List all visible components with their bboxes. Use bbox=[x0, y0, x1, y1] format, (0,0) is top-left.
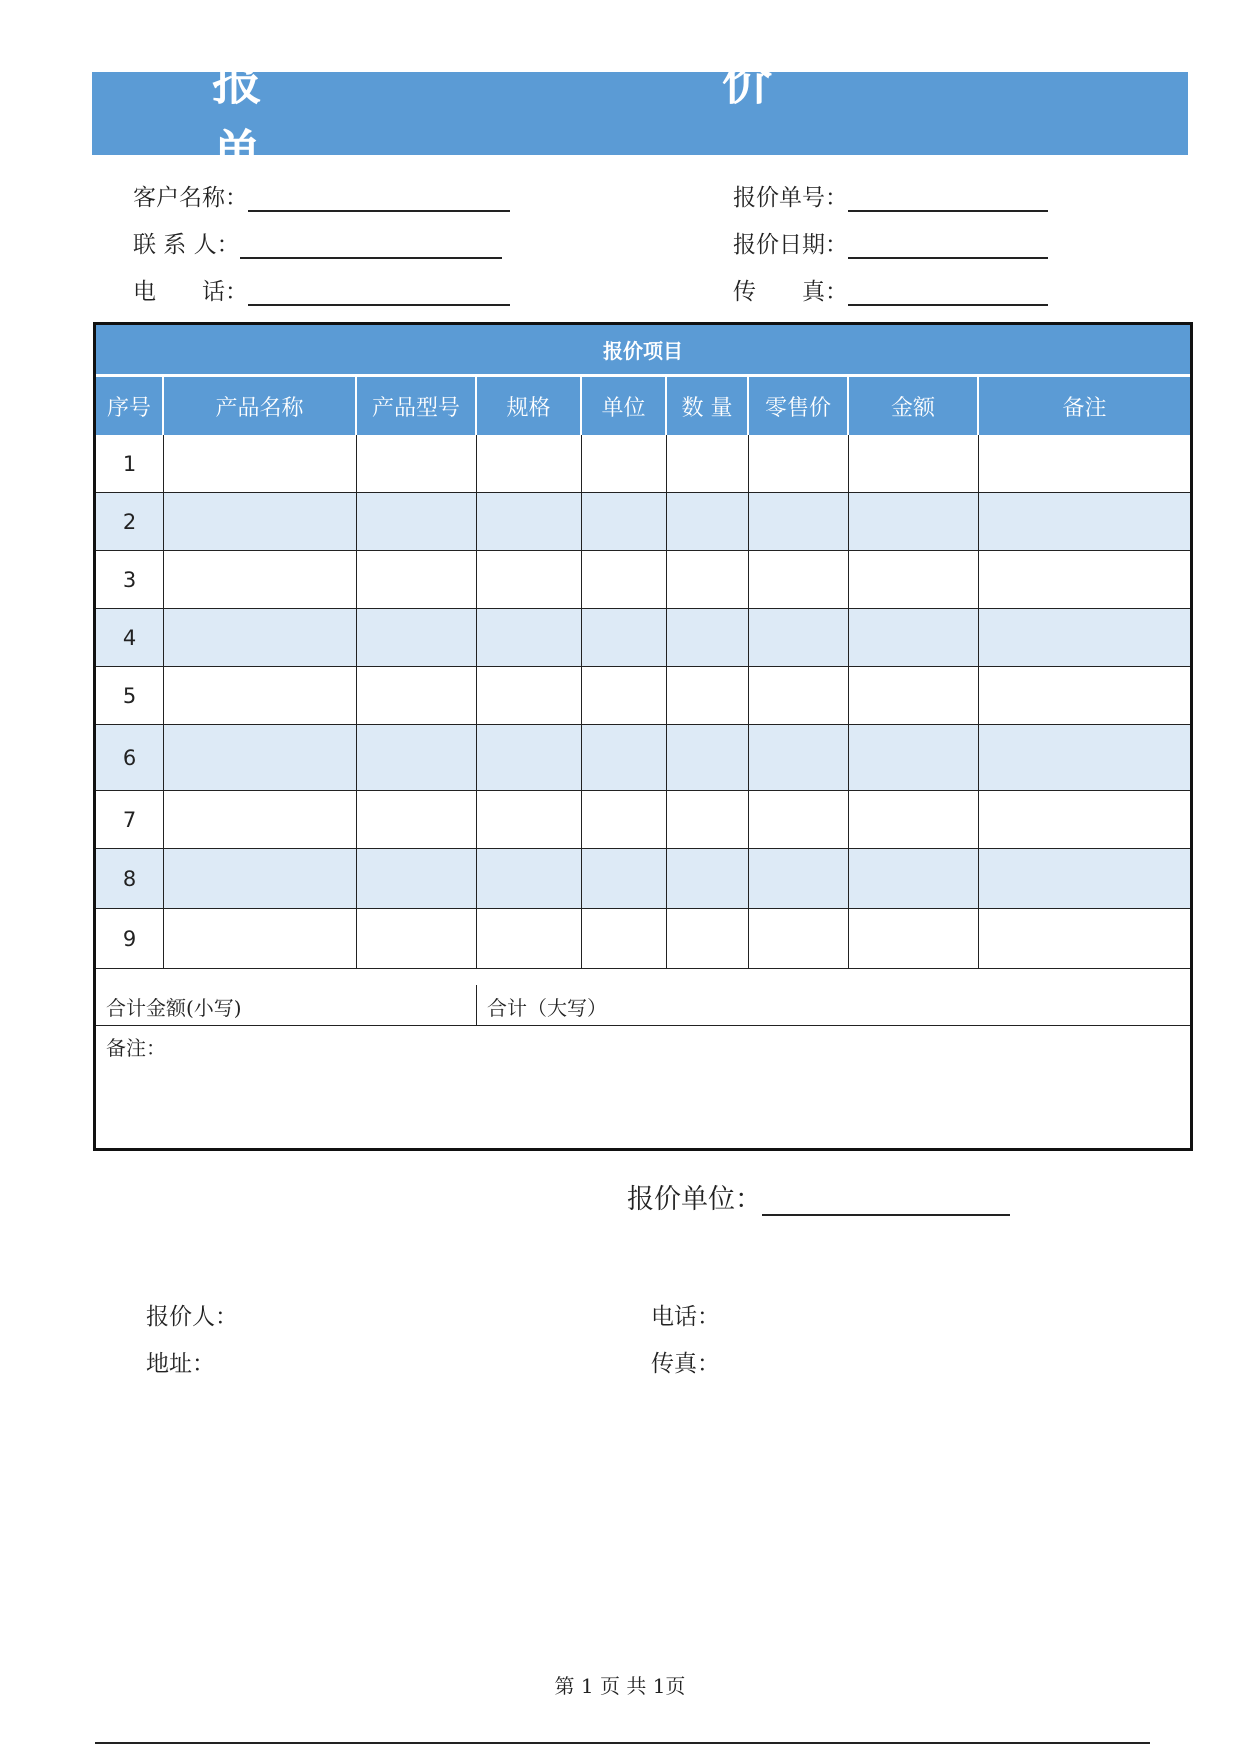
cell-unit[interactable] bbox=[582, 609, 667, 666]
row-seq-number: 7 bbox=[96, 791, 164, 848]
cell-remarks[interactable] bbox=[979, 667, 1190, 724]
total-small-label: 合计金额(小写) bbox=[106, 996, 242, 1020]
quote-number-label: 报价单号： bbox=[733, 185, 848, 211]
address-label: 地址： bbox=[146, 1351, 215, 1377]
signature-phone-label: 电话： bbox=[651, 1304, 720, 1330]
quote-date-input[interactable] bbox=[848, 233, 1048, 259]
cell-model[interactable] bbox=[357, 667, 477, 724]
cell-unit[interactable] bbox=[582, 909, 667, 968]
cell-model[interactable] bbox=[357, 791, 477, 848]
fax-label: 传 真： bbox=[733, 279, 848, 305]
cell-model[interactable] bbox=[357, 909, 477, 968]
col-header-remarks: 备注 bbox=[1062, 395, 1107, 421]
phone-label: 电 话： bbox=[133, 279, 248, 305]
column-header-row bbox=[96, 377, 1190, 435]
quoter-label: 报价人： bbox=[146, 1304, 238, 1330]
cell-quantity[interactable] bbox=[667, 791, 749, 848]
total-big-label: 合计（大写） bbox=[487, 996, 607, 1020]
quote-number-field bbox=[733, 180, 1048, 212]
cell-remarks[interactable] bbox=[979, 849, 1190, 908]
cell-unit[interactable] bbox=[582, 725, 667, 790]
customer-name-label: 客户名称： bbox=[133, 185, 248, 211]
cell-product-name[interactable] bbox=[164, 609, 357, 666]
cell-model[interactable] bbox=[357, 849, 477, 908]
cell-model[interactable] bbox=[357, 435, 477, 492]
cell-model[interactable] bbox=[357, 551, 477, 608]
col-header-quantity: 数 量 bbox=[667, 377, 749, 435]
table-row bbox=[96, 493, 1190, 551]
row-seq-number: 3 bbox=[96, 551, 164, 608]
cell-product-name[interactable] bbox=[164, 667, 357, 724]
cell-amount[interactable] bbox=[849, 667, 979, 724]
quote-unit-field bbox=[627, 1178, 1010, 1216]
cell-remarks[interactable] bbox=[979, 909, 1190, 968]
cell-retail-price[interactable] bbox=[749, 435, 849, 492]
cell-model[interactable] bbox=[357, 609, 477, 666]
remarks-label: 备注： bbox=[106, 1036, 166, 1060]
cell-remarks[interactable] bbox=[979, 551, 1190, 608]
cell-quantity[interactable] bbox=[667, 551, 749, 608]
table-row bbox=[96, 791, 1190, 849]
cell-amount[interactable] bbox=[849, 909, 979, 968]
totals-row bbox=[96, 985, 1190, 1026]
cell-unit[interactable] bbox=[582, 551, 667, 608]
col-header-amount: 金额 bbox=[849, 377, 979, 435]
quote-date-label: 报价日期： bbox=[733, 232, 848, 258]
cell-unit[interactable] bbox=[582, 435, 667, 492]
contact-label: 联 系 人： bbox=[133, 232, 240, 258]
cell-model[interactable] bbox=[357, 493, 477, 550]
cell-quantity[interactable] bbox=[667, 725, 749, 790]
cell-product-name[interactable] bbox=[164, 909, 357, 968]
quote-number-input[interactable] bbox=[848, 186, 1048, 212]
quote-date-field bbox=[733, 227, 1048, 259]
cell-remarks[interactable] bbox=[979, 725, 1190, 790]
table-row bbox=[96, 609, 1190, 667]
cell-retail-price[interactable] bbox=[749, 909, 849, 968]
cell-unit[interactable] bbox=[582, 667, 667, 724]
col-header-unit: 单位 bbox=[582, 377, 667, 435]
signature-fax-label: 传真： bbox=[651, 1351, 720, 1377]
cell-retail-price[interactable] bbox=[749, 667, 849, 724]
phone-field bbox=[133, 274, 510, 306]
cell-spec[interactable] bbox=[477, 849, 582, 908]
customer-name-input[interactable] bbox=[248, 186, 510, 212]
cell-amount[interactable] bbox=[849, 551, 979, 608]
col-header-model: 产品型号 bbox=[357, 377, 477, 435]
cell-product-name[interactable] bbox=[164, 849, 357, 908]
table-row bbox=[96, 725, 1190, 791]
col-header-seq: 序号 bbox=[96, 377, 164, 435]
cell-quantity[interactable] bbox=[667, 849, 749, 908]
cell-amount[interactable] bbox=[849, 493, 979, 550]
cell-retail-price[interactable] bbox=[749, 609, 849, 666]
cell-spec[interactable] bbox=[477, 667, 582, 724]
cell-quantity[interactable] bbox=[667, 667, 749, 724]
cell-amount[interactable] bbox=[849, 609, 979, 666]
cell-remarks[interactable] bbox=[979, 791, 1190, 848]
cell-retail-price[interactable] bbox=[749, 849, 849, 908]
table-section-title: 报价项目 bbox=[96, 325, 1190, 377]
cell-quantity[interactable] bbox=[667, 909, 749, 968]
cell-retail-price[interactable] bbox=[749, 791, 849, 848]
cell-quantity[interactable] bbox=[667, 493, 749, 550]
table-row bbox=[96, 849, 1190, 909]
table-row bbox=[96, 667, 1190, 725]
page-title: 报 价 单 bbox=[92, 72, 1188, 155]
cell-retail-price[interactable] bbox=[749, 551, 849, 608]
contact-field bbox=[133, 227, 502, 259]
cell-remarks[interactable] bbox=[979, 609, 1190, 666]
cell-spec[interactable] bbox=[477, 609, 582, 666]
cell-spec[interactable] bbox=[477, 791, 582, 848]
cell-product-name[interactable] bbox=[164, 435, 357, 492]
cell-retail-price[interactable] bbox=[749, 725, 849, 790]
remarks-area[interactable] bbox=[96, 1026, 1190, 1148]
cell-model[interactable] bbox=[357, 725, 477, 790]
fax-field bbox=[733, 274, 1048, 306]
col-header-spec: 规格 bbox=[477, 377, 582, 435]
cell-product-name[interactable] bbox=[164, 551, 357, 608]
col-header-retail-price: 零售价 bbox=[749, 377, 849, 435]
cell-unit[interactable] bbox=[582, 849, 667, 908]
cell-amount[interactable] bbox=[849, 791, 979, 848]
row-seq-number: 1 bbox=[96, 435, 164, 492]
phone-input[interactable] bbox=[248, 280, 510, 306]
row-seq-number: 4 bbox=[96, 609, 164, 666]
row-seq-number: 6 bbox=[96, 725, 164, 790]
cell-amount[interactable] bbox=[849, 435, 979, 492]
row-seq-number: 5 bbox=[96, 667, 164, 724]
cell-quantity[interactable] bbox=[667, 435, 749, 492]
row-seq-number: 9 bbox=[96, 909, 164, 968]
table-row bbox=[96, 909, 1190, 969]
row-seq-number: 2 bbox=[96, 493, 164, 550]
cell-spec[interactable] bbox=[477, 435, 582, 492]
cell-unit[interactable] bbox=[582, 791, 667, 848]
quotation-table bbox=[93, 322, 1193, 1151]
cell-remarks[interactable] bbox=[979, 493, 1190, 550]
total-big-cell[interactable] bbox=[477, 985, 1190, 1025]
table-row bbox=[96, 435, 1190, 493]
cell-spec[interactable] bbox=[477, 909, 582, 968]
page-number: 第 1 页 共 1页 bbox=[554, 1674, 686, 1698]
quote-unit-input[interactable] bbox=[762, 1186, 1010, 1216]
row-seq-number: 8 bbox=[96, 849, 164, 908]
contact-input[interactable] bbox=[240, 233, 502, 259]
col-header-product-name: 产品名称 bbox=[164, 377, 357, 435]
cell-spec[interactable] bbox=[477, 725, 582, 790]
cell-amount[interactable] bbox=[849, 849, 979, 908]
cell-product-name[interactable] bbox=[164, 725, 357, 790]
cell-amount[interactable] bbox=[849, 725, 979, 790]
cell-spec[interactable] bbox=[477, 551, 582, 608]
cell-spec[interactable] bbox=[477, 493, 582, 550]
cell-remarks[interactable] bbox=[979, 435, 1190, 492]
customer-name-field bbox=[133, 180, 510, 212]
table-row bbox=[96, 551, 1190, 609]
quote-unit-label: 报价单位： bbox=[627, 1184, 762, 1215]
cell-product-name[interactable] bbox=[164, 493, 357, 550]
fax-input[interactable] bbox=[848, 280, 1048, 306]
footer-divider bbox=[95, 1742, 1150, 1744]
cell-product-name[interactable] bbox=[164, 791, 357, 848]
total-small-cell[interactable] bbox=[96, 985, 477, 1025]
cell-unit[interactable] bbox=[582, 493, 667, 550]
cell-retail-price[interactable] bbox=[749, 493, 849, 550]
cell-quantity[interactable] bbox=[667, 609, 749, 666]
